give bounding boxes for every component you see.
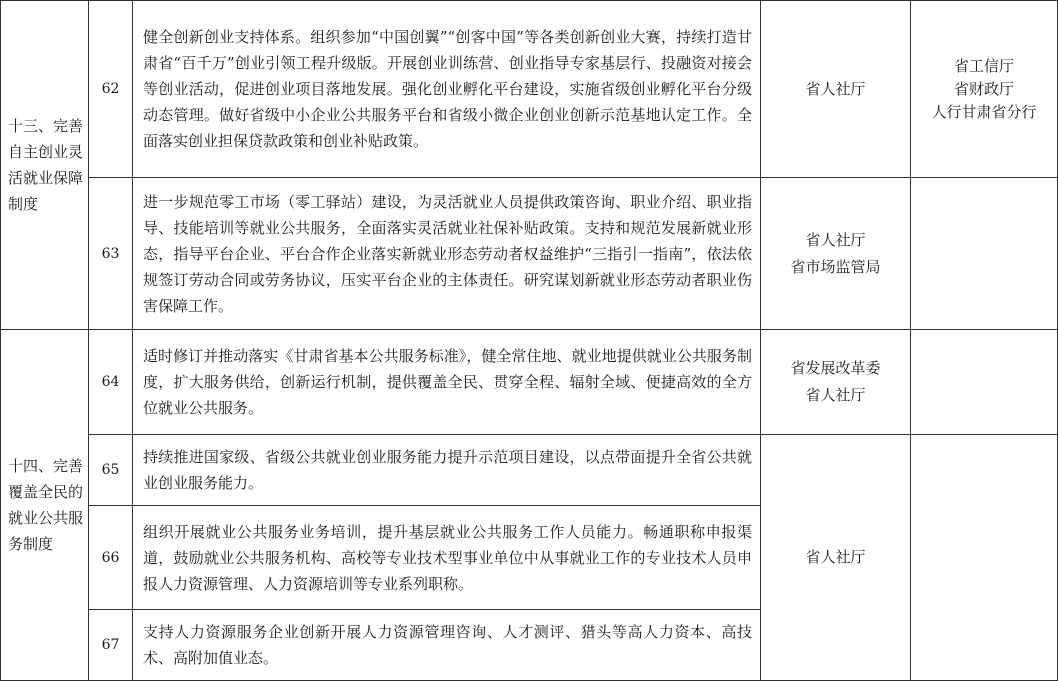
lead-dept-cell	[761, 330, 911, 435]
coop-dept-cell	[911, 435, 1058, 681]
lead-dept-cell	[761, 435, 911, 681]
lead-dept: 省人社厅	[805, 230, 866, 249]
lead-dept-cell	[761, 1, 911, 178]
row-number: 66	[89, 506, 133, 610]
table-row	[1, 330, 1058, 435]
row-number: 65	[89, 435, 133, 506]
task-content: 进一步规范零工市场（零工驿站）建设，为灵活就业人员提供政策咨询、职业介绍、职业指导、技能培训等就业公共服务，全面落实灵活就业社保补贴政策。支持和规范发展新就业形态，指导平台企业、平台合作企业落实新就业形态劳动者权益维护“三指引一指南”，依法依规签订劳动合同或劳务协议，压实平台企业的主体责任。研究谋划新就业形态劳动者职业伤害保障工作。	[133, 178, 761, 330]
coop-dept: 省工信厅	[953, 56, 1014, 75]
lead-dept: 省发展改革委	[790, 359, 881, 377]
task-content: 持续推进国家级、省级公共就业创业服务能力提升示范项目建设，以点带面提升全省公共就业创业服务能力。	[133, 435, 761, 506]
coop-dept-cell	[911, 330, 1058, 435]
table-row	[1, 1, 1058, 178]
lead-dept: 省市场监管局	[790, 257, 881, 276]
lead-dept: 省人社厅	[805, 386, 866, 404]
lead-dept: 省人社厅	[805, 548, 866, 566]
table-row	[1, 435, 1058, 506]
row-number: 62	[89, 1, 133, 178]
category-cell: 十三、完善自主创业灵活就业保障制度	[1, 1, 89, 330]
coop-dept-cell	[911, 178, 1058, 330]
table-row	[1, 178, 1058, 330]
row-number: 67	[89, 610, 133, 681]
category-cell: 十四、完善覆盖全民的就业公共服务制度	[1, 330, 89, 681]
task-content: 支持人力资源服务企业创新开展人力资源管理咨询、人才测评、猎头等高人力资本、高技术、高附加值业态。	[133, 610, 761, 681]
row-number: 63	[89, 178, 133, 330]
task-content: 健全创新创业支持体系。组织参加“中国创翼”“创客中国”等各类创新创业大赛，持续打造甘肃省“百千万”创业引领工程升级版。开展创业训练营、创业指导专家基层行、投融资对接会等创业活动，促进创业项目落地发展。强化创业孵化平台建设，实施省级创业孵化平台分级动态管理。做好省级中小企业公共服务平台和省级小微企业创业创新示范基地认定工作。全面落实创业担保贷款政策和创业补贴政策。	[133, 1, 761, 178]
coop-dept: 省财政厅	[953, 79, 1014, 98]
coop-dept-cell	[911, 1, 1058, 178]
task-content: 组织开展就业公共服务业务培训，提升基层就业公共服务工作人员能力。畅通职称申报渠道，鼓励就业公共服务机构、高校等专业技术型事业单位中从事就业工作的专业技术人员申报人力资源管理、人力资源培训等专业系列职称。	[133, 506, 761, 610]
coop-dept: 人行甘肃省分行	[931, 102, 1037, 121]
row-number: 64	[89, 330, 133, 435]
lead-dept: 省人社厅	[805, 79, 866, 98]
lead-dept-cell	[761, 178, 911, 330]
task-content: 适时修订并推动落实《甘肃省基本公共服务标准》，健全常住地、就业地提供就业公共服务制度，扩大服务供给，创新运行机制，提供覆盖全民、贯穿全程、辐射全域、便捷高效的全方位就业公共服务。	[133, 330, 761, 435]
